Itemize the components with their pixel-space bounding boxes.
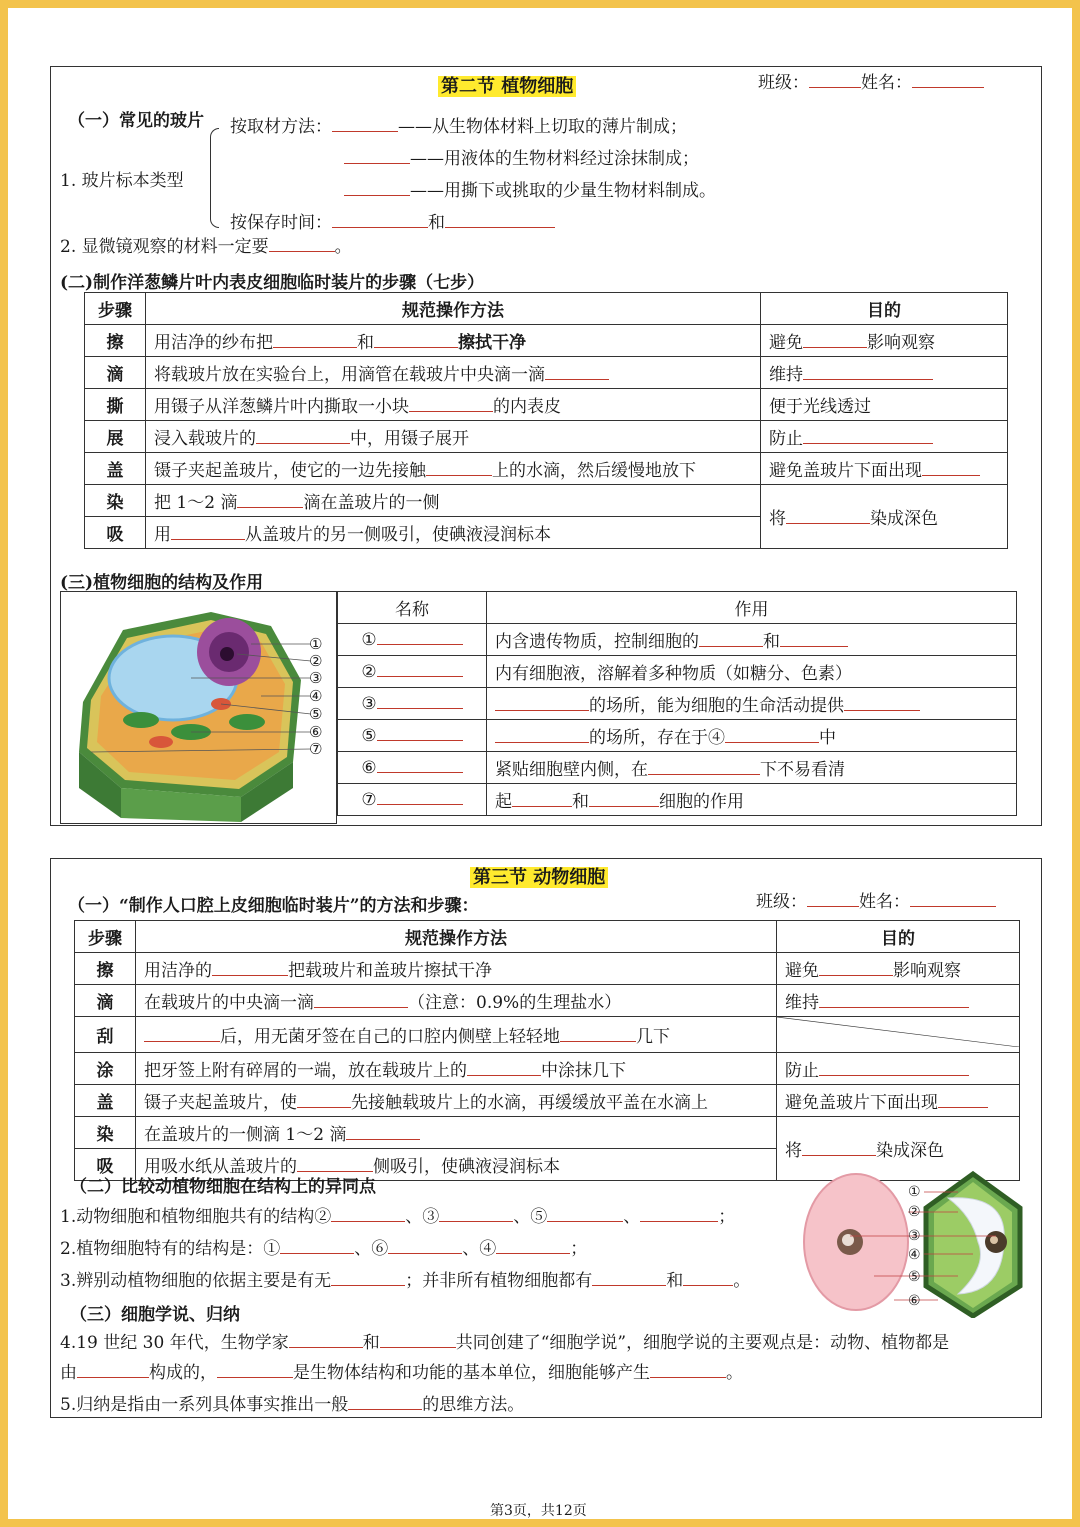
class-blank[interactable] [809, 72, 861, 88]
smear-line: ——用液体的生物材料经过涂抹制成； [344, 148, 699, 170]
page-number: 第3页，共12页 [490, 1503, 587, 1519]
name-blank[interactable] [912, 72, 984, 88]
brace [210, 128, 219, 228]
part-title: (三)植物细胞的结构及作用 [60, 573, 264, 593]
part-title: （一）“制作人口腔上皮细胞临时装片”的方法和步骤： [68, 896, 479, 916]
question-2: 2.植物细胞特有的结构是：① 、⑥ 、④ ； [60, 1239, 588, 1259]
class-name-fields: 班级： 姓名： [756, 891, 996, 913]
cell-label: ④ [908, 1247, 921, 1263]
part-title: （一）常见的玻片 [68, 111, 204, 131]
question-4: 4.19 世纪 30 年代，生物学家 和 共同创建了“细胞学说”，细胞学说的主要观点是：动物、植物都是 [60, 1333, 950, 1353]
cell-label: ⑤ [908, 1269, 921, 1285]
cell-label: ② [908, 1204, 921, 1220]
diagonal-slash [777, 1017, 1019, 1047]
plant-cell-diagram [60, 591, 337, 824]
cell-label: ② [309, 652, 323, 670]
cell-label: ③ [309, 669, 323, 687]
mount-line: ——用撕下或挑取的少量生物材料制成。 [344, 180, 716, 202]
plant-cell-illustration [61, 592, 336, 823]
question-5: 5.归纳是指由一系列具体事实推出一般 的思维方法。 [60, 1395, 525, 1415]
question-1: 1.动物细胞和植物细胞共有的结构② 、③ 、⑤ 、 ； [60, 1207, 736, 1227]
class-name-fields: 班级： 姓名： [758, 72, 984, 94]
cell-label: ⑦ [309, 740, 323, 758]
by-material-line: 按取材方法： ——从生物体材料上切取的薄片制成； [230, 117, 687, 137]
name-blank[interactable] [910, 891, 996, 907]
class-blank[interactable] [807, 891, 859, 907]
section-title: 第二节 植物细胞 [438, 72, 576, 98]
part-title: （三）细胞学说、归纳 [70, 1305, 240, 1325]
question-4-cont: 由 构成的， 是生物体结构和功能的基本单位，细胞能够产生 。 [60, 1363, 743, 1383]
item-2: 2. 显微镜观察的材料一定要 。 [60, 237, 352, 257]
cheek-steps-table: 步骤 规范操作方法 目的 擦 用洁净的 把载玻片和盖玻片擦拭干净 避免 影响观察 滴 在载玻片的中央滴一滴 （注意：0.9%的生理盐水） 维持 刮 后，用无菌牙签在自己的口腔内侧壁上轻轻地 几下 涂 把牙签上附有碎屑的一端，放在载玻片上的 中涂抹几下 防止 盖 镊子夹起盖玻片，使 先接触载玻片上的水滴，再缓缓放平盖在水滴上 避免盖玻片下面出现 染 在盖玻片的一侧滴 1～2 滴 将 染成深色 吸 用吸水纸从盖玻片的 侧吸引，使碘液浸润标本 [74, 920, 1020, 1181]
cell-label: ① [309, 635, 323, 653]
onion-steps-table: 步骤 规范操作方法 目的 擦 用洁净的纱布把 和 擦拭干净 避免 影响观察 滴 将载玻片放在实验台上，用滴管在载玻片中央滴一滴 维持 撕 用镊子从洋葱鳞片叶内撕取一小块 的内表皮 便于光线透过 展 浸入载玻片的 中，用镊子展开 防止 盖 镊子夹起盖玻片，使它的一边先接触 上的水滴，然后缓慢地放下 避免盖玻片下面出现 染 把 1～2 滴 滴在盖玻片的一侧 将 染成深色 吸 用 从盖玻片的另一侧吸引，使碘液浸润标本 [84, 292, 1008, 549]
animal-plant-cell-figure [798, 1168, 1038, 1318]
cell-label: ⑥ [309, 723, 323, 741]
section-title: 第三节 动物细胞 [470, 863, 608, 889]
cell-label: ⑤ [309, 705, 323, 723]
worksheet-page [8, 8, 1072, 1519]
slide-types-label: 1. 玻片标本类型 [60, 171, 184, 191]
cell-label: ① [908, 1184, 921, 1200]
part-title: (二)制作洋葱鳞片叶内表皮细胞临时装片的步骤（七步） [60, 273, 485, 293]
cell-label: ⑥ [908, 1293, 921, 1309]
plant-structure-table: 名称 作用 ① 内含遗传物质，控制细胞的 和 ② 内有细胞液，溶解着多种物质（如糖分、色素） ③ 的场所，能为细胞的生命活动提供 ⑤ 的场所，存在于④ 中 ⑥ 紧贴细胞壁内侧，在 下不易看清 ⑦ 起 和 细胞的作用 [337, 591, 1017, 816]
part-title: （二）比较动植物细胞在结构上的异同点 [70, 1177, 376, 1197]
cell-label: ③ [908, 1228, 921, 1244]
cell-label: ④ [309, 687, 323, 705]
by-storage-line: 按保存时间： 和 [230, 212, 555, 234]
question-3: 3.辨别动植物细胞的依据主要是有无 ；并非所有植物细胞都有 和 。 [60, 1271, 751, 1291]
